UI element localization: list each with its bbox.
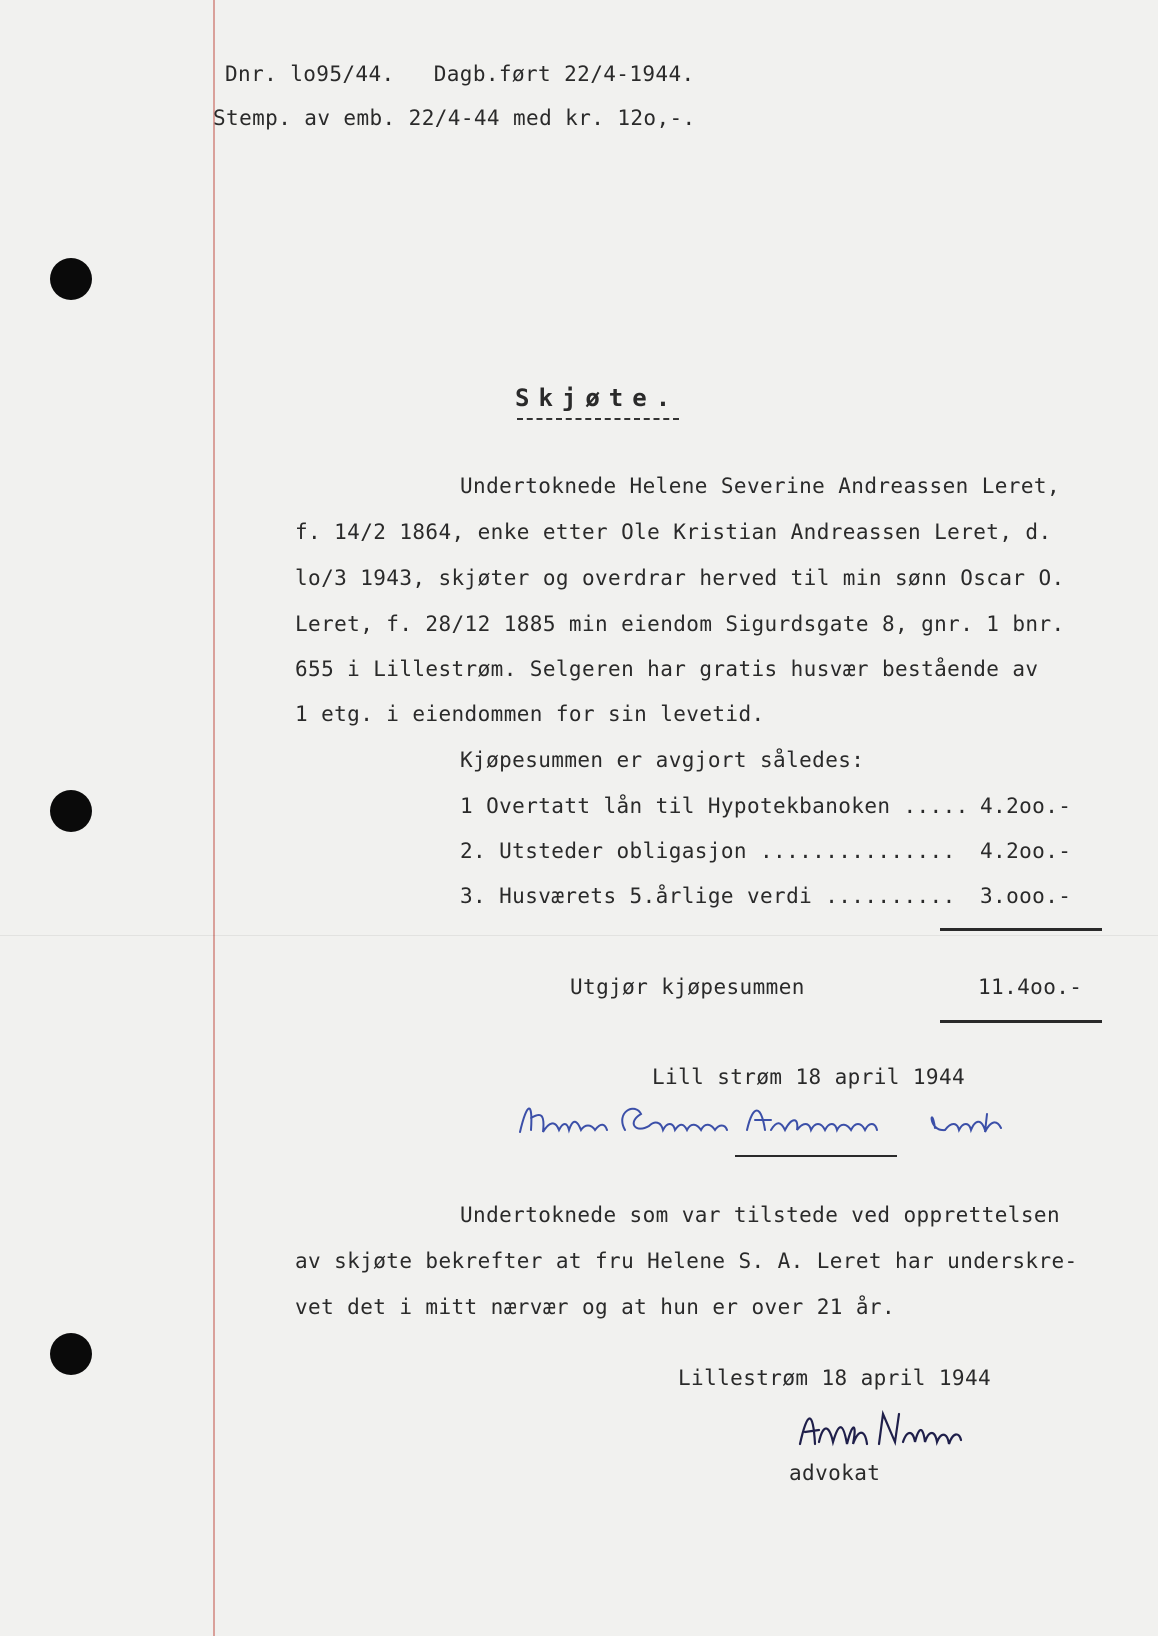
- place-date: Lill strøm 18 april 1944: [652, 1065, 966, 1089]
- document-title: Skjøte.: [515, 384, 680, 412]
- item-label: 2. Utsteder obligasjon ...............: [460, 839, 956, 863]
- item-amount: 3.ooo.-: [980, 884, 1072, 908]
- witness-line: Undertoknede som var tilstede ved opprettelsen: [460, 1203, 1060, 1227]
- item-label: 1 Overtatt lån til Hypotekbanoken .....: [460, 794, 969, 818]
- fold-line: [0, 935, 1158, 936]
- body-line: Undertoknede Helene Severine Andreassen Leret,: [460, 474, 1060, 498]
- sum-intro: Kjøpesummen er avgjort således:: [460, 748, 865, 772]
- body-line: 1 etg. i eiendommen for sin levetid.: [295, 702, 765, 726]
- header-registration: Dnr. lo95/44. Dagb.ført 22/4-1944.: [225, 62, 695, 86]
- total-amount: 11.4oo.-: [978, 975, 1083, 999]
- body-line: f. 14/2 1864, enke etter Ole Kristian Andreassen Leret, d.: [295, 520, 1052, 544]
- header-stamp-note: Stemp. av emb. 22/4-44 med kr. 12o,-.: [213, 106, 696, 130]
- sum-rule: [940, 928, 1102, 931]
- item-amount: 4.2oo.-: [980, 794, 1072, 818]
- signer-title: advokat: [789, 1461, 881, 1485]
- title-underline: [517, 418, 679, 420]
- item-amount: 4.2oo.-: [980, 839, 1072, 863]
- witness-line: av skjøte bekrefter at fru Helene S. A. Leret har underskre-: [295, 1249, 1078, 1273]
- punch-hole: [50, 258, 92, 300]
- total-rule: [940, 1020, 1102, 1023]
- signature-lawyer: [795, 1402, 965, 1457]
- punch-hole: [50, 790, 92, 832]
- body-line: Leret, f. 28/12 1885 min eiendom Sigurdsgate 8, gnr. 1 bnr.: [295, 612, 1065, 636]
- body-line: 655 i Lillestrøm. Selgeren har gratis husvær bestående av: [295, 657, 1039, 681]
- witness-line: vet det i mitt nærvær og at hun er over 21 år.: [295, 1295, 895, 1319]
- place-date: Lillestrøm 18 april 1944: [678, 1366, 992, 1390]
- signature-seller: [515, 1092, 1085, 1152]
- signature-rule: [735, 1155, 897, 1157]
- margin-line: [213, 0, 215, 1636]
- item-label: 3. Husværets 5.årlige verdi ..........: [460, 884, 956, 908]
- body-line: lo/3 1943, skjøter og overdrar herved til min sønn Oscar O.: [295, 566, 1065, 590]
- punch-hole: [50, 1333, 92, 1375]
- total-label: Utgjør kjøpesummen: [570, 975, 805, 999]
